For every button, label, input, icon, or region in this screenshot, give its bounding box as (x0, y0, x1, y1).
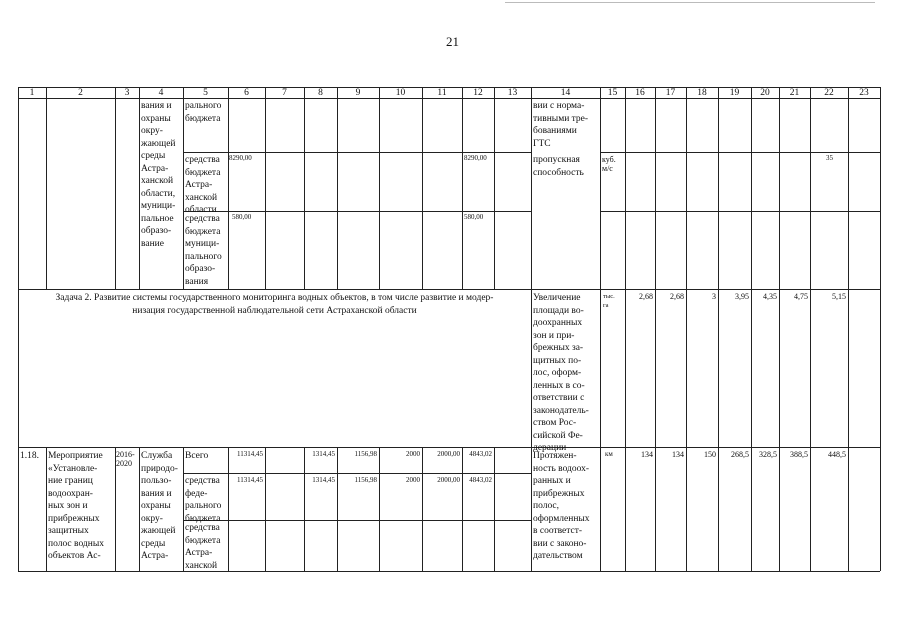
column-header: 5 (203, 88, 208, 98)
column-rule (115, 87, 116, 289)
column-rule (810, 447, 811, 571)
funding-source-cell: средства бюджета Астра- ханской (185, 523, 221, 571)
column-rule (718, 289, 719, 447)
amount-cell: 2000,00 (437, 450, 460, 458)
amount-cell: 2000,00 (437, 476, 460, 484)
column-rule (46, 87, 47, 289)
indicator-cell: пропускная способность (533, 155, 584, 178)
amount-cell: 4843,02 (469, 476, 492, 484)
column-header: 4 (158, 88, 164, 98)
column-rule (462, 447, 463, 571)
column-rule (779, 289, 780, 447)
value-cell: 4,35 (763, 292, 777, 301)
column-rule (265, 87, 266, 289)
value-cell: 388,5 (790, 450, 808, 459)
column-header: 22 (824, 88, 834, 98)
column-rule (494, 87, 495, 289)
column-rule (379, 447, 380, 571)
amount-cell: 2000 (406, 450, 420, 458)
column-rule (337, 447, 338, 571)
column-rule (751, 87, 752, 289)
row-rule (183, 520, 531, 521)
column-header: 14 (560, 88, 571, 98)
column-header: 18 (697, 88, 707, 98)
column-header: 8 (318, 88, 323, 98)
column-rule (625, 87, 626, 289)
value-cell: 4,75 (794, 292, 808, 301)
measure-name: Мероприятие «Установле- ние границ водоохран- ных зон и прибрежных защитных полос водных объектов Ас- (48, 451, 104, 561)
funding-source-cell: Всего (185, 451, 209, 461)
column-rule (304, 87, 305, 289)
column-header: 21 (789, 88, 800, 98)
column-header: 2 (78, 88, 83, 98)
unit-cell: куб. м/с (602, 155, 616, 173)
page-number: 21 (446, 34, 459, 49)
executor-cell: вания и охраны окру- жающей среды Астра- ханской области, муници- пальное образо- вание (141, 101, 176, 249)
value-cell: 3,95 (735, 292, 749, 301)
column-header: 15 (607, 88, 618, 98)
column-header: 6 (244, 88, 249, 98)
column-rule (531, 289, 532, 447)
column-rule (422, 447, 423, 571)
column-rule (810, 87, 811, 289)
funding-source-cell: рального бюджета (185, 101, 222, 124)
period-cell: 2016- 2020 (116, 450, 135, 468)
column-rule (600, 447, 601, 571)
column-header: 9 (355, 88, 361, 98)
column-rule (379, 87, 380, 289)
scan-artifact-line (505, 2, 875, 3)
value-cell: 150 (704, 450, 716, 459)
column-header: 17 (665, 88, 676, 98)
column-rule (422, 87, 423, 289)
amount-cell: 1156,98 (354, 476, 377, 484)
value-cell: 328,5 (759, 450, 777, 459)
column-header: 11 (437, 88, 447, 98)
column-rule (686, 289, 687, 447)
amount-cell: 8290,00 (229, 154, 252, 162)
unit-cell: тыс. га (603, 293, 615, 309)
column-rule (183, 447, 184, 571)
indicator-cell: Увеличение площади во- доохранных зон и при- брежных за- щитных по- лос, оформ- ленных в со- ответствии с законодатель- ством Рос- сийской Фе- дерации (533, 293, 589, 453)
column-rule (18, 447, 19, 571)
column-rule (46, 447, 47, 571)
amount-cell: 2000 (406, 476, 420, 484)
column-rule (848, 447, 849, 571)
table-bottom-rule (18, 571, 880, 572)
column-rule (686, 447, 687, 571)
column-header: 20 (760, 88, 770, 98)
column-rule (810, 289, 811, 447)
row-rule (183, 211, 531, 212)
column-rule (494, 447, 495, 571)
funding-source-cell: средства бюджета Астра- ханской области (185, 155, 221, 215)
column-rule (718, 87, 719, 289)
column-rule (228, 87, 229, 289)
amount-cell: 1314,45 (312, 450, 335, 458)
column-header: 23 (859, 88, 869, 98)
column-rule (183, 87, 184, 289)
row-rule (183, 152, 531, 153)
value-cell: 2,68 (670, 292, 684, 301)
column-rule (880, 289, 881, 447)
funding-source-cell: средства бюджета муници- пального образо- вания (185, 214, 222, 287)
column-rule (751, 289, 752, 447)
column-rule (265, 447, 266, 571)
column-rule (18, 289, 19, 447)
column-rule (600, 289, 601, 447)
column-rule (18, 87, 19, 289)
value-cell: 3 (712, 292, 716, 301)
amount-cell: 1156,98 (354, 450, 377, 458)
amount-cell: 4843,02 (469, 450, 492, 458)
unit-cell: км (605, 450, 613, 458)
column-header: 1 (29, 88, 35, 98)
funding-source-cell: средства феде- рального бюджета (185, 476, 222, 524)
executor-cell: Служба природо- пользо- вания и охраны окру- жающей среды Астра- (141, 451, 178, 561)
column-rule (655, 447, 656, 571)
column-rule (880, 447, 881, 571)
column-rule (337, 87, 338, 289)
task-title: Задача 2. Развитие системы государственного мониторинга водных объектов, в том числе развитие и модер- низация государственной наблюдательной сети Астраханской области (55, 293, 494, 316)
amount-cell: 1314,45 (312, 476, 335, 484)
value-cell: 448,5 (828, 450, 846, 459)
column-rule (880, 87, 881, 289)
amount-cell: 11314,45 (237, 476, 263, 484)
amount-cell: 11314,45 (237, 450, 263, 458)
column-rule (139, 447, 140, 571)
column-rule (848, 87, 849, 289)
column-rule (779, 447, 780, 571)
value-cell: 134 (641, 450, 653, 459)
column-rule (655, 289, 656, 447)
value-cell: 35 (826, 154, 833, 162)
column-header: 19 (729, 88, 740, 98)
column-header: 3 (124, 88, 130, 98)
column-rule (779, 87, 780, 289)
column-header: 10 (395, 88, 406, 98)
value-cell: 268,5 (731, 450, 749, 459)
column-rule (686, 87, 687, 289)
column-header: 7 (282, 88, 287, 98)
amount-cell: 580,00 (232, 213, 252, 221)
column-rule (531, 87, 532, 289)
column-rule (625, 447, 626, 571)
column-header: 12 (473, 88, 483, 98)
row-rule (600, 152, 880, 153)
column-header: 16 (635, 88, 645, 98)
column-rule (718, 447, 719, 571)
column-rule (848, 289, 849, 447)
indicator-cell: Протяжен- ность водоох- ранных и прибрежных полос, оформленных в соответст- вии с законо- дательством (533, 451, 590, 561)
column-rule (228, 447, 229, 571)
column-rule (655, 87, 656, 289)
row-rule (600, 211, 880, 212)
row-rule (183, 473, 531, 474)
row-number: 1.18. (20, 451, 39, 461)
column-rule (625, 289, 626, 447)
column-rule (462, 87, 463, 289)
column-rule (751, 447, 752, 571)
column-rule (531, 447, 532, 571)
value-cell: 134 (672, 450, 684, 459)
indicator-cell: вии с норма- тивными тре- бованиями ГТС (533, 101, 589, 149)
column-rule (139, 87, 140, 289)
column-rule (600, 87, 601, 289)
value-cell: 2,68 (639, 292, 653, 301)
amount-cell: 8290,00 (464, 154, 487, 162)
column-header: 13 (507, 88, 518, 98)
value-cell: 5,15 (832, 292, 846, 301)
amount-cell: 580,00 (464, 213, 484, 221)
column-rule (304, 447, 305, 571)
